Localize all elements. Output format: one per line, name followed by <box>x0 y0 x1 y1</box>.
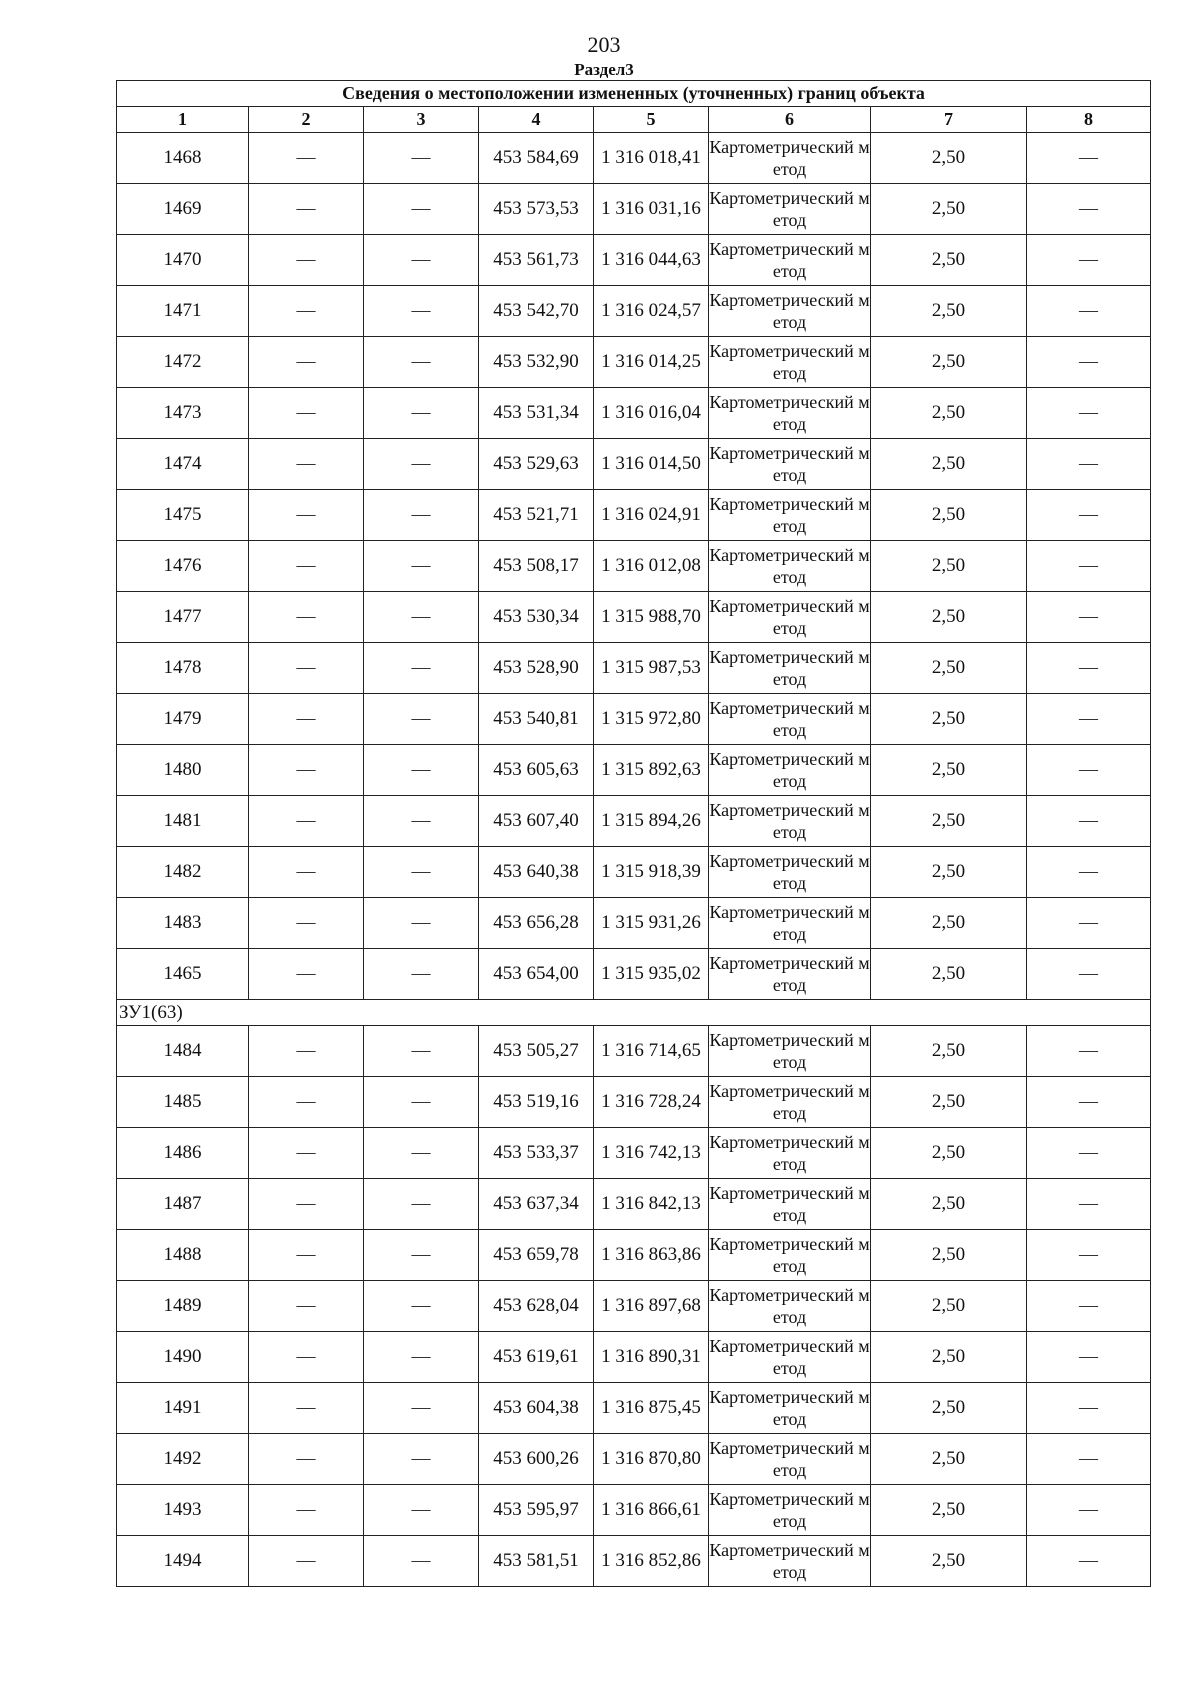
cell-col3: — <box>364 388 479 439</box>
cell-col2: — <box>249 235 364 286</box>
point-number: 1475 <box>117 490 249 541</box>
point-number: 1483 <box>117 898 249 949</box>
coordinate-x: 453 519,16 <box>479 1077 594 1128</box>
coordinate-x: 453 654,00 <box>479 949 594 1000</box>
table-row <box>117 745 1151 796</box>
table-row <box>117 1536 1151 1587</box>
method-cell: Картометрический метод <box>709 847 871 898</box>
coordinate-y: 1 316 016,04 <box>594 388 709 439</box>
cell-col2: — <box>249 439 364 490</box>
cell-col3: — <box>364 949 479 1000</box>
cell-col3: — <box>364 235 479 286</box>
coordinate-y: 1 316 714,65 <box>594 1026 709 1077</box>
coordinate-y: 1 315 988,70 <box>594 592 709 643</box>
table-caption: Сведения о местоположении измененных (уточненных) границ объекта <box>117 81 1151 107</box>
cell-col3: — <box>364 1179 479 1230</box>
point-number: 1489 <box>117 1281 249 1332</box>
table-row <box>117 133 1151 184</box>
coordinate-x: 453 584,69 <box>479 133 594 184</box>
point-number: 1493 <box>117 1485 249 1536</box>
cell-col8: — <box>1027 1128 1151 1179</box>
accuracy-cell: 2,50 <box>871 1383 1027 1434</box>
coordinate-x: 453 619,61 <box>479 1332 594 1383</box>
method-cell: Картометрический метод <box>709 490 871 541</box>
accuracy-cell: 2,50 <box>871 1026 1027 1077</box>
coordinate-x: 453 528,90 <box>479 643 594 694</box>
point-number: 1471 <box>117 286 249 337</box>
coordinate-x: 453 637,34 <box>479 1179 594 1230</box>
cell-col8: — <box>1027 898 1151 949</box>
cell-col8: — <box>1027 694 1151 745</box>
table-row <box>117 235 1151 286</box>
coordinate-x: 453 508,17 <box>479 541 594 592</box>
coordinate-y: 1 316 728,24 <box>594 1077 709 1128</box>
coordinate-y: 1 315 918,39 <box>594 847 709 898</box>
point-number: 1478 <box>117 643 249 694</box>
cell-col3: — <box>364 796 479 847</box>
cell-col3: — <box>364 1536 479 1587</box>
cell-col3: — <box>364 1230 479 1281</box>
coordinate-x: 453 600,26 <box>479 1434 594 1485</box>
method-cell: Картометрический метод <box>709 1383 871 1434</box>
cell-col8: — <box>1027 286 1151 337</box>
coordinate-x: 453 595,97 <box>479 1485 594 1536</box>
accuracy-cell: 2,50 <box>871 1230 1027 1281</box>
accuracy-cell: 2,50 <box>871 592 1027 643</box>
cell-col2: — <box>249 898 364 949</box>
method-cell: Картометрический метод <box>709 949 871 1000</box>
cell-col8: — <box>1027 796 1151 847</box>
method-cell: Картометрический метод <box>709 1230 871 1281</box>
cell-col8: — <box>1027 1485 1151 1536</box>
coordinate-y: 1 316 897,68 <box>594 1281 709 1332</box>
point-number: 1481 <box>117 796 249 847</box>
coordinate-y: 1 316 890,31 <box>594 1332 709 1383</box>
coordinate-x: 453 531,34 <box>479 388 594 439</box>
accuracy-cell: 2,50 <box>871 1077 1027 1128</box>
point-number: 1487 <box>117 1179 249 1230</box>
table-row <box>117 337 1151 388</box>
cell-col2: — <box>249 1128 364 1179</box>
coordinate-x: 453 640,38 <box>479 847 594 898</box>
cell-col2: — <box>249 592 364 643</box>
point-number: 1491 <box>117 1383 249 1434</box>
cell-col8: — <box>1027 1077 1151 1128</box>
cell-col2: — <box>249 286 364 337</box>
coordinate-x: 453 542,70 <box>479 286 594 337</box>
method-cell: Картометрический метод <box>709 592 871 643</box>
coordinate-x: 453 607,40 <box>479 796 594 847</box>
table-row <box>117 439 1151 490</box>
cell-col3: — <box>364 286 479 337</box>
point-number: 1479 <box>117 694 249 745</box>
column-header: 3 <box>364 107 479 133</box>
point-number: 1465 <box>117 949 249 1000</box>
point-number: 1490 <box>117 1332 249 1383</box>
cell-col2: — <box>249 388 364 439</box>
accuracy-cell: 2,50 <box>871 541 1027 592</box>
cell-col2: — <box>249 694 364 745</box>
cell-col3: — <box>364 694 479 745</box>
cell-col3: — <box>364 439 479 490</box>
accuracy-cell: 2,50 <box>871 1128 1027 1179</box>
coordinate-x: 453 505,27 <box>479 1026 594 1077</box>
cell-col8: — <box>1027 1383 1151 1434</box>
point-number: 1494 <box>117 1536 249 1587</box>
table-row <box>117 286 1151 337</box>
cell-col2: — <box>249 541 364 592</box>
method-cell: Картометрический метод <box>709 337 871 388</box>
cell-col2: — <box>249 745 364 796</box>
cell-col3: — <box>364 1383 479 1434</box>
table-row <box>117 796 1151 847</box>
cell-col8: — <box>1027 1434 1151 1485</box>
point-number: 1469 <box>117 184 249 235</box>
table-row <box>117 694 1151 745</box>
coordinate-y: 1 316 866,61 <box>594 1485 709 1536</box>
table-row <box>117 592 1151 643</box>
method-cell: Картометрический метод <box>709 1536 871 1587</box>
coordinate-x: 453 581,51 <box>479 1536 594 1587</box>
cell-col8: — <box>1027 1536 1151 1587</box>
table-body <box>117 133 1151 1587</box>
accuracy-cell: 2,50 <box>871 490 1027 541</box>
cell-col2: — <box>249 796 364 847</box>
accuracy-cell: 2,50 <box>871 898 1027 949</box>
cell-col2: — <box>249 1434 364 1485</box>
cell-col3: — <box>364 541 479 592</box>
coordinate-y: 1 316 012,08 <box>594 541 709 592</box>
cell-col3: — <box>364 1077 479 1128</box>
coordinate-y: 1 316 031,16 <box>594 184 709 235</box>
point-number: 1477 <box>117 592 249 643</box>
coordinate-x: 453 521,71 <box>479 490 594 541</box>
cell-col8: — <box>1027 1026 1151 1077</box>
cell-col3: — <box>364 1434 479 1485</box>
accuracy-cell: 2,50 <box>871 235 1027 286</box>
table-row <box>117 1332 1151 1383</box>
table-row <box>117 1485 1151 1536</box>
method-cell: Картометрический метод <box>709 286 871 337</box>
cell-col3: — <box>364 643 479 694</box>
table-caption-row <box>117 81 1151 107</box>
accuracy-cell: 2,50 <box>871 1485 1027 1536</box>
coordinate-y: 1 316 018,41 <box>594 133 709 184</box>
coordinate-x: 453 533,37 <box>479 1128 594 1179</box>
accuracy-cell: 2,50 <box>871 286 1027 337</box>
cell-col2: — <box>249 184 364 235</box>
column-header: 1 <box>117 107 249 133</box>
cell-col8: — <box>1027 235 1151 286</box>
cell-col8: — <box>1027 337 1151 388</box>
method-cell: Картометрический метод <box>709 133 871 184</box>
point-number: 1482 <box>117 847 249 898</box>
method-cell: Картометрический метод <box>709 1434 871 1485</box>
cell-col8: — <box>1027 847 1151 898</box>
table-row <box>117 1434 1151 1485</box>
coordinate-y: 1 316 742,13 <box>594 1128 709 1179</box>
method-cell: Картометрический метод <box>709 541 871 592</box>
coordinate-y: 1 315 972,80 <box>594 694 709 745</box>
coordinate-y: 1 316 024,91 <box>594 490 709 541</box>
method-cell: Картометрический метод <box>709 1332 871 1383</box>
method-cell: Картометрический метод <box>709 1128 871 1179</box>
cell-col3: — <box>364 745 479 796</box>
method-cell: Картометрический метод <box>709 1026 871 1077</box>
method-cell: Картометрический метод <box>709 439 871 490</box>
coordinate-x: 453 561,73 <box>479 235 594 286</box>
cell-col8: — <box>1027 1230 1151 1281</box>
method-cell: Картометрический метод <box>709 643 871 694</box>
point-number: 1480 <box>117 745 249 796</box>
cell-col2: — <box>249 643 364 694</box>
method-cell: Картометрический метод <box>709 898 871 949</box>
section-title: Раздел3 <box>574 60 634 79</box>
cell-col2: — <box>249 337 364 388</box>
coordinate-y: 1 315 892,63 <box>594 745 709 796</box>
accuracy-cell: 2,50 <box>871 133 1027 184</box>
cell-col2: — <box>249 1077 364 1128</box>
coordinate-y: 1 316 044,63 <box>594 235 709 286</box>
coordinate-x: 453 573,53 <box>479 184 594 235</box>
cell-col3: — <box>364 1332 479 1383</box>
cell-col3: — <box>364 1485 479 1536</box>
coordinate-y: 1 315 894,26 <box>594 796 709 847</box>
column-header: 2 <box>249 107 364 133</box>
coordinate-x: 453 628,04 <box>479 1281 594 1332</box>
table-row <box>117 847 1151 898</box>
table-row <box>117 1026 1151 1077</box>
cell-col2: — <box>249 1536 364 1587</box>
cell-col8: — <box>1027 949 1151 1000</box>
cell-col8: — <box>1027 1332 1151 1383</box>
method-cell: Картометрический метод <box>709 184 871 235</box>
table-row <box>117 541 1151 592</box>
cell-col8: — <box>1027 643 1151 694</box>
point-number: 1492 <box>117 1434 249 1485</box>
table-row <box>117 184 1151 235</box>
cell-col8: — <box>1027 1179 1151 1230</box>
cell-col8: — <box>1027 592 1151 643</box>
cell-col3: — <box>364 1026 479 1077</box>
cell-col3: — <box>364 847 479 898</box>
coordinate-y: 1 316 842,13 <box>594 1179 709 1230</box>
accuracy-cell: 2,50 <box>871 796 1027 847</box>
group-row <box>117 1000 1151 1026</box>
cell-col8: — <box>1027 133 1151 184</box>
accuracy-cell: 2,50 <box>871 1179 1027 1230</box>
coordinate-y: 1 316 024,57 <box>594 286 709 337</box>
coordinate-y: 1 315 987,53 <box>594 643 709 694</box>
group-label: ЗУ1(63) <box>117 1000 1151 1026</box>
point-number: 1486 <box>117 1128 249 1179</box>
table-row <box>117 949 1151 1000</box>
table-row <box>117 1077 1151 1128</box>
column-header: 4 <box>479 107 594 133</box>
point-number: 1472 <box>117 337 249 388</box>
accuracy-cell: 2,50 <box>871 847 1027 898</box>
method-cell: Картометрический метод <box>709 796 871 847</box>
cell-col3: — <box>364 1281 479 1332</box>
cell-col3: — <box>364 898 479 949</box>
method-cell: Картометрический метод <box>709 745 871 796</box>
cell-col8: — <box>1027 388 1151 439</box>
page-number: 203 <box>587 32 621 57</box>
method-cell: Картометрический метод <box>709 694 871 745</box>
point-number: 1484 <box>117 1026 249 1077</box>
point-number: 1468 <box>117 133 249 184</box>
table-row <box>117 643 1151 694</box>
cell-col8: — <box>1027 541 1151 592</box>
cell-col8: — <box>1027 439 1151 490</box>
point-number: 1470 <box>117 235 249 286</box>
cell-col2: — <box>249 949 364 1000</box>
accuracy-cell: 2,50 <box>871 388 1027 439</box>
coordinate-x: 453 659,78 <box>479 1230 594 1281</box>
column-header: 8 <box>1027 107 1151 133</box>
method-cell: Картометрический метод <box>709 235 871 286</box>
cell-col3: — <box>364 592 479 643</box>
cell-col2: — <box>249 1230 364 1281</box>
method-cell: Картометрический метод <box>709 1179 871 1230</box>
cell-col3: — <box>364 490 479 541</box>
coordinates-table <box>116 80 1151 1587</box>
coordinate-x: 453 540,81 <box>479 694 594 745</box>
accuracy-cell: 2,50 <box>871 694 1027 745</box>
cell-col2: — <box>249 1281 364 1332</box>
cell-col2: — <box>249 847 364 898</box>
coordinate-y: 1 316 870,80 <box>594 1434 709 1485</box>
table-row <box>117 1281 1151 1332</box>
point-number: 1476 <box>117 541 249 592</box>
coordinate-x: 453 529,63 <box>479 439 594 490</box>
coordinate-y: 1 316 875,45 <box>594 1383 709 1434</box>
cell-col2: — <box>249 1332 364 1383</box>
accuracy-cell: 2,50 <box>871 643 1027 694</box>
method-cell: Картометрический метод <box>709 1077 871 1128</box>
method-cell: Картометрический метод <box>709 1281 871 1332</box>
point-number: 1488 <box>117 1230 249 1281</box>
accuracy-cell: 2,50 <box>871 949 1027 1000</box>
table-row <box>117 1383 1151 1434</box>
table-row <box>117 388 1151 439</box>
cell-col3: — <box>364 184 479 235</box>
coordinate-y: 1 315 931,26 <box>594 898 709 949</box>
accuracy-cell: 2,50 <box>871 1281 1027 1332</box>
accuracy-cell: 2,50 <box>871 337 1027 388</box>
method-cell: Картометрический метод <box>709 388 871 439</box>
coordinate-y: 1 315 935,02 <box>594 949 709 1000</box>
accuracy-cell: 2,50 <box>871 1536 1027 1587</box>
cell-col2: — <box>249 133 364 184</box>
accuracy-cell: 2,50 <box>871 184 1027 235</box>
cell-col3: — <box>364 1128 479 1179</box>
table-row <box>117 490 1151 541</box>
table-row <box>117 1230 1151 1281</box>
column-header: 7 <box>871 107 1027 133</box>
table-row <box>117 898 1151 949</box>
coordinate-x: 453 656,28 <box>479 898 594 949</box>
coordinate-x: 453 530,34 <box>479 592 594 643</box>
cell-col2: — <box>249 1179 364 1230</box>
cell-col8: — <box>1027 490 1151 541</box>
cell-col2: — <box>249 1383 364 1434</box>
table-row <box>117 1128 1151 1179</box>
method-cell: Картометрический метод <box>709 1485 871 1536</box>
cell-col3: — <box>364 337 479 388</box>
coordinate-y: 1 316 852,86 <box>594 1536 709 1587</box>
point-number: 1485 <box>117 1077 249 1128</box>
cell-col2: — <box>249 1485 364 1536</box>
cell-col8: — <box>1027 745 1151 796</box>
accuracy-cell: 2,50 <box>871 745 1027 796</box>
cell-col2: — <box>249 490 364 541</box>
point-number: 1474 <box>117 439 249 490</box>
coordinate-x: 453 605,63 <box>479 745 594 796</box>
accuracy-cell: 2,50 <box>871 1434 1027 1485</box>
coordinate-y: 1 316 863,86 <box>594 1230 709 1281</box>
accuracy-cell: 2,50 <box>871 439 1027 490</box>
cell-col3: — <box>364 133 479 184</box>
coordinate-x: 453 604,38 <box>479 1383 594 1434</box>
coordinate-y: 1 316 014,50 <box>594 439 709 490</box>
table-row <box>117 1179 1151 1230</box>
coordinate-y: 1 316 014,25 <box>594 337 709 388</box>
cell-col8: — <box>1027 184 1151 235</box>
cell-col8: — <box>1027 1281 1151 1332</box>
column-header: 6 <box>709 107 871 133</box>
table-header-row <box>117 107 1151 133</box>
coordinate-x: 453 532,90 <box>479 337 594 388</box>
accuracy-cell: 2,50 <box>871 1332 1027 1383</box>
column-header: 5 <box>594 107 709 133</box>
cell-col2: — <box>249 1026 364 1077</box>
point-number: 1473 <box>117 388 249 439</box>
